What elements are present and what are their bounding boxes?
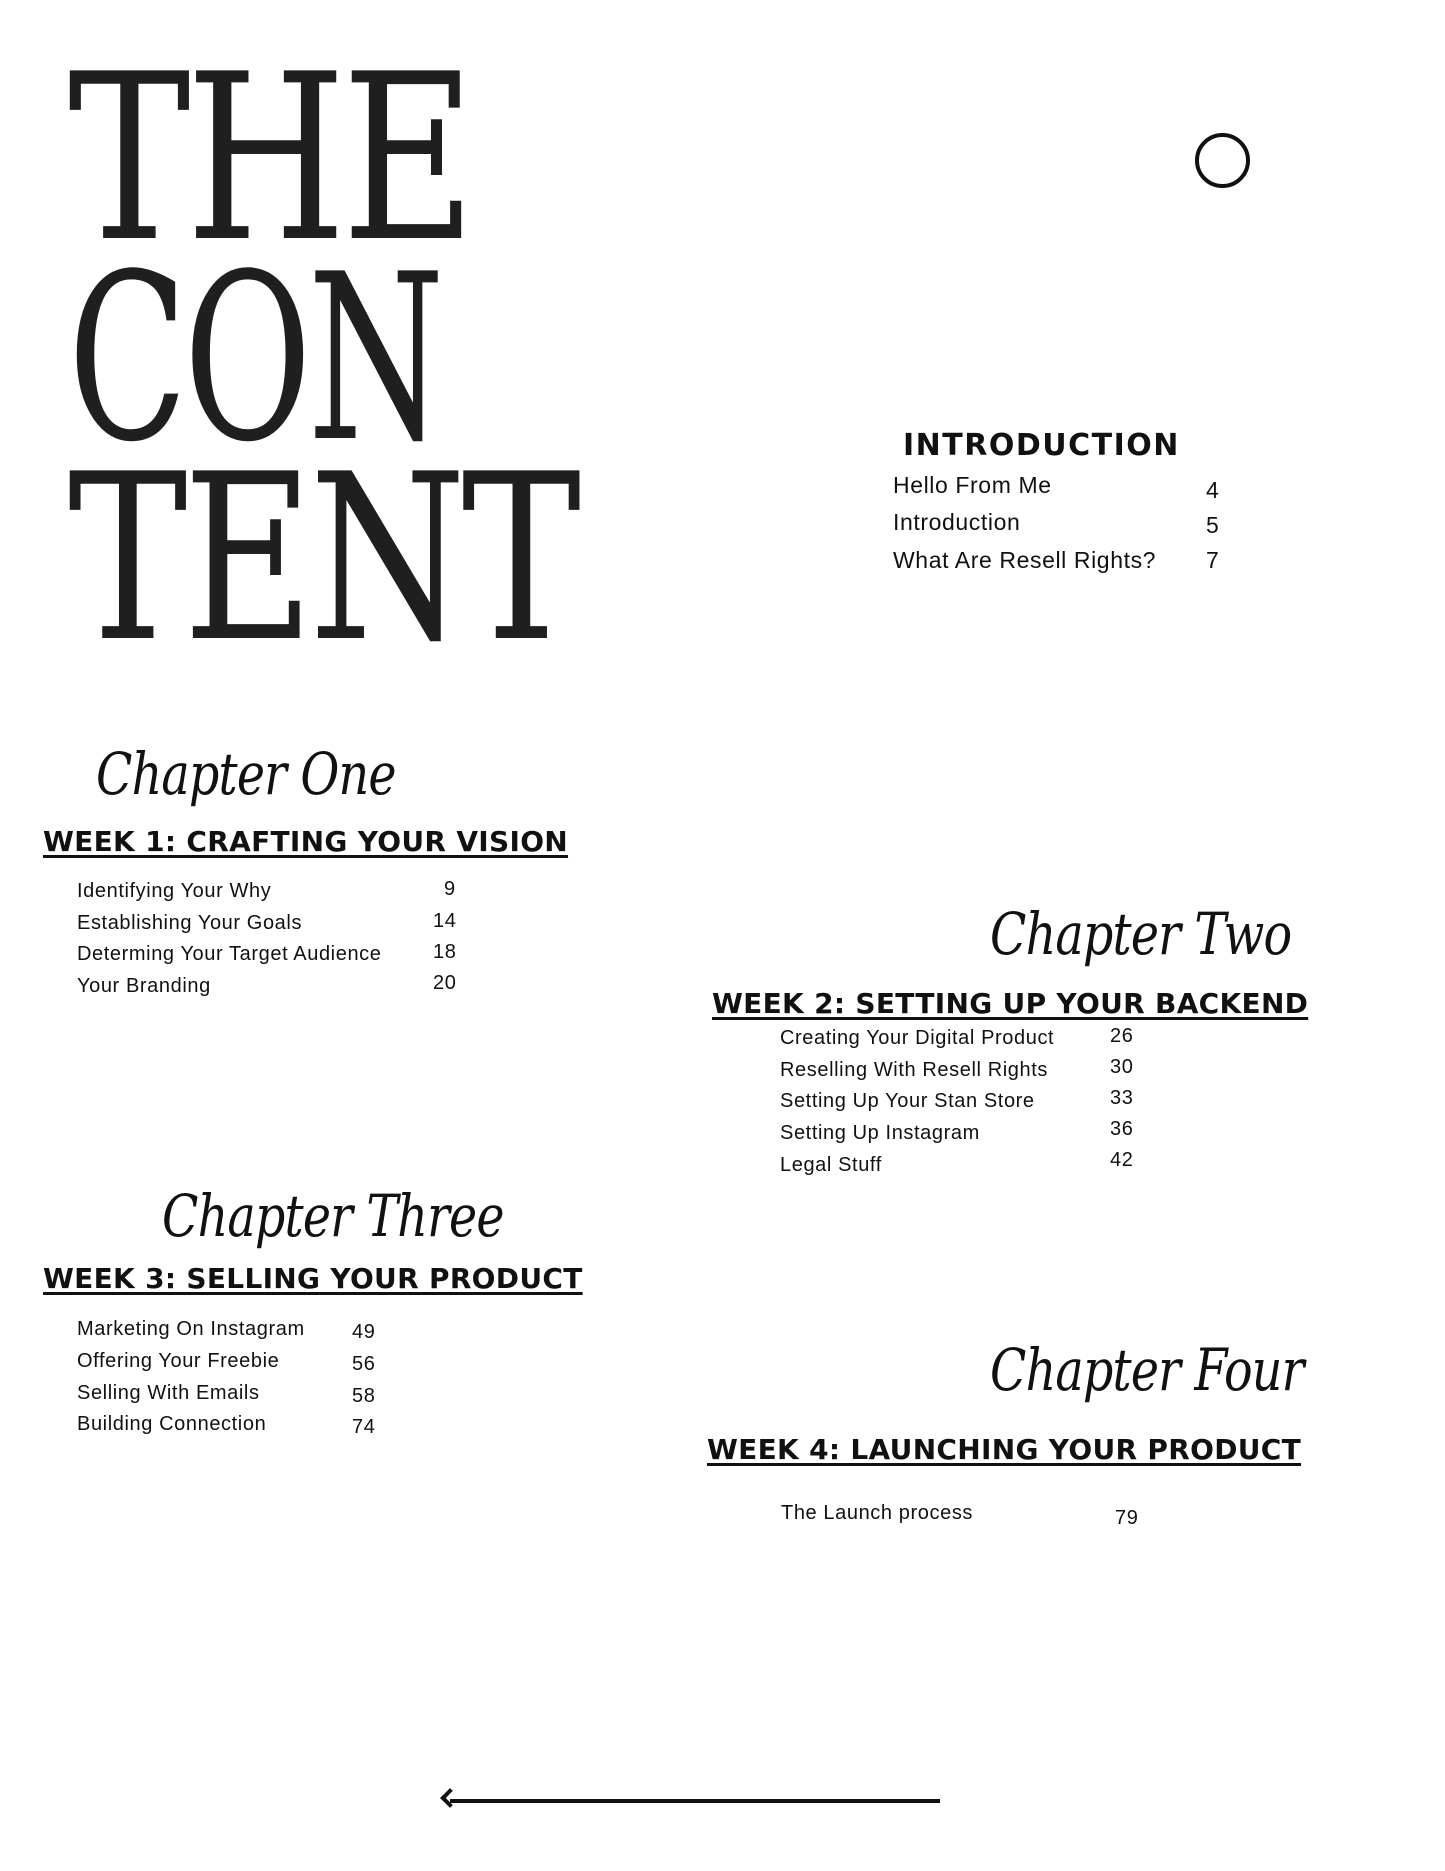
toc-entry-label[interactable]: Identifying Your Why (77, 880, 272, 902)
chapter-four-script-title: Chapter Four (990, 1336, 1304, 1404)
toc-entry-page: 20 (433, 972, 457, 994)
toc-entry-label[interactable]: Establishing Your Goals (77, 912, 303, 934)
toc-entry-label[interactable]: Setting Up Instagram (780, 1122, 980, 1144)
chapter-one-script-title: Chapter One (96, 740, 396, 808)
toc-entry-page: 30 (1110, 1056, 1134, 1078)
toc-entry-label[interactable]: Setting Up Your Stan Store (780, 1090, 1035, 1112)
week-2-heading[interactable]: WEEK 2: SETTING UP YOUR BACKEND (712, 987, 1309, 1020)
toc-entry-page: 4 (1206, 477, 1220, 503)
toc-entry-label[interactable]: Reselling With Resell Rights (780, 1059, 1049, 1081)
back-arrow-line[interactable] (450, 1799, 940, 1803)
toc-entry-label[interactable]: Offering Your Freebie (77, 1350, 280, 1372)
toc-entry-page: 5 (1206, 512, 1220, 538)
toc-entry-label[interactable]: Selling With Emails (77, 1382, 260, 1404)
toc-entry-label[interactable]: Hello From Me (893, 472, 1052, 498)
title-line-the: THE (68, 26, 472, 293)
toc-entry-label[interactable]: Introduction (893, 509, 1021, 535)
toc-entry-page: 58 (352, 1385, 376, 1407)
title-line-tent: TENT (68, 426, 577, 693)
chapter-three-script-title: Chapter Three (162, 1182, 504, 1250)
week-4-heading[interactable]: WEEK 4: LAUNCHING YOUR PRODUCT (707, 1433, 1302, 1466)
toc-entry-page: 9 (444, 878, 456, 900)
toc-entry-page: 49 (352, 1321, 376, 1343)
toc-entry-label[interactable]: What Are Resell Rights? (893, 547, 1157, 573)
toc-entry-page: 33 (1110, 1087, 1134, 1109)
toc-entry-page: 36 (1110, 1118, 1134, 1140)
week-3-heading[interactable]: WEEK 3: SELLING YOUR PRODUCT (43, 1262, 583, 1295)
toc-entry-page: 79 (1115, 1507, 1139, 1529)
toc-entry-page: 56 (352, 1353, 376, 1375)
toc-entry-page: 7 (1206, 547, 1220, 573)
circle-icon (1195, 133, 1250, 188)
toc-entry-page: 74 (352, 1416, 376, 1438)
back-arrow-icon[interactable] (440, 1788, 460, 1808)
toc-entry-label[interactable]: Legal Stuff (780, 1154, 882, 1176)
toc-entry-label[interactable]: The Launch process (781, 1502, 974, 1524)
toc-entry-label[interactable]: Building Connection (77, 1413, 267, 1435)
toc-entry-label[interactable]: Your Branding (77, 975, 211, 997)
toc-entry-label[interactable]: Determing Your Target Audience (77, 943, 382, 965)
toc-entry-label[interactable]: Marketing On Instagram (77, 1318, 305, 1340)
toc-entry-page: 14 (433, 910, 457, 932)
chapter-two-script-title: Chapter Two (990, 900, 1292, 968)
introduction-heading: INTRODUCTION (903, 428, 1180, 463)
toc-entry-page: 42 (1110, 1149, 1134, 1171)
toc-entry-label[interactable]: Creating Your Digital Product (780, 1027, 1055, 1049)
title-line-con: CON (68, 226, 441, 493)
toc-entry-page: 26 (1110, 1025, 1134, 1047)
toc-entry-page: 18 (433, 941, 457, 963)
week-1-heading[interactable]: WEEK 1: CRAFTING YOUR VISION (43, 825, 569, 858)
